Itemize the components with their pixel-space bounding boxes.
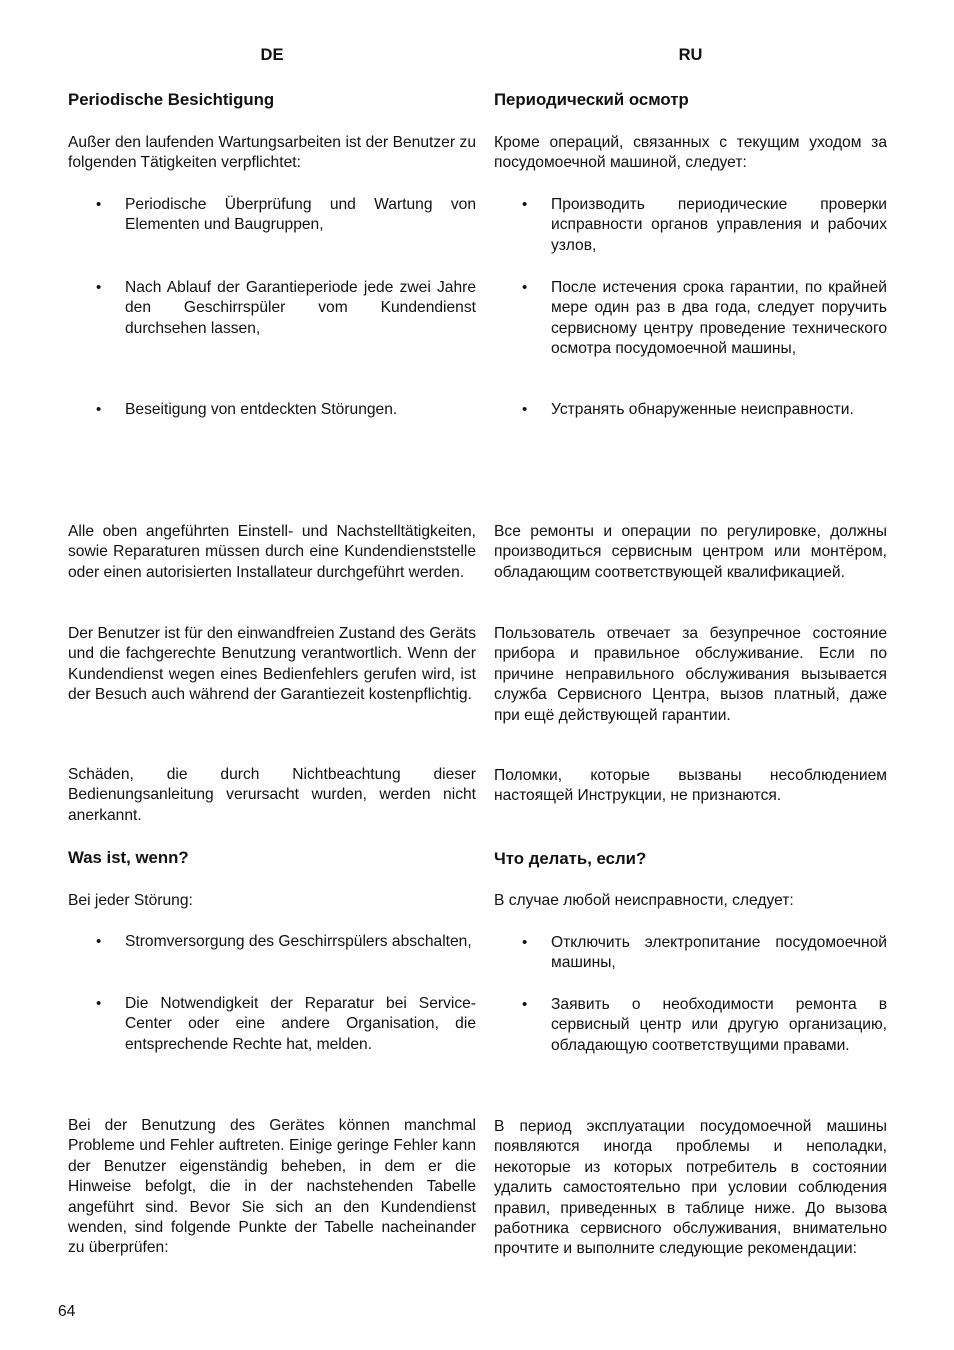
bullet-icon: • bbox=[522, 401, 528, 418]
paragraph-repairs-ru: Все ремонты и операции по регулировке, должны производиться сервисным центром или монтёром, обладающим соответствующей квалификацией. bbox=[494, 523, 887, 581]
paragraph-responsibility-de: Der Benutzer ist für den einwandfreien Zustand des Geräts und die fachgerechte Benutzung verantwortlich. Wenn der Kundendienst wegen eines Bedienfehlers gerufen wird, ist der Besuch auch während der Garantiezeit kostenpflichtig. bbox=[68, 625, 476, 704]
list-item bbox=[494, 933, 887, 974]
paragraph-damages-ru: Поломки, которые вызваны несоблюдением настоящей Инструкции, не признаются. bbox=[494, 767, 887, 805]
bullet-icon: • bbox=[96, 401, 102, 418]
list-item bbox=[68, 994, 476, 1055]
paragraph-repairs-de: Alle oben angeführten Einstell- und Nachstelltätigkeiten, sowie Reparaturen müssen durch eine Kundendienststelle oder einen autorisierten Installateur durchgeführt werden. bbox=[68, 523, 476, 581]
intro-paragraph-de: Außer den laufenden Wartungsarbeiten ist der Benutzer zu folgenden Tätigkeiten verpflichtet: bbox=[68, 134, 476, 172]
list-item-text: Отключить электропитание посудомоечной машины, bbox=[551, 934, 887, 972]
intro-fault-ru: В случае любой неисправности, следует: bbox=[494, 892, 794, 909]
bullet-icon: • bbox=[96, 933, 102, 950]
language-label-ru: RU bbox=[678, 46, 703, 64]
heading-periodic-inspection-ru: Периодический осмотр bbox=[494, 90, 689, 109]
heading-what-if-ru: Что делать, если? bbox=[494, 849, 647, 868]
heading-periodic-inspection-de: Periodische Besichtigung bbox=[68, 90, 275, 109]
heading-what-if-de: Was ist, wenn? bbox=[68, 848, 189, 867]
list-item-text: Устранять обнаруженные неисправности. bbox=[551, 401, 854, 418]
list-item bbox=[494, 278, 887, 360]
list-item-text: После истечения срока гарантии, по крайней мере один раз в два года, следует поручить сервисному центру проведение технического осмотра посудомоечной машины, bbox=[551, 279, 887, 358]
page-number: 64 bbox=[58, 1303, 76, 1320]
bullet-icon: • bbox=[96, 279, 102, 296]
bullet-icon: • bbox=[96, 995, 102, 1012]
list-item-text: Die Notwendigkeit der Reparatur bei Service-Center oder eine andere Organisation, die entsprechende Rechte hat, melden. bbox=[125, 995, 476, 1053]
paragraph-troubleshooting-ru: В период эксплуатации посудомоечной машины появляются иногда проблемы и неполадки, некоторые из которых потребитель в состоянии удалить самостоятельно при условии соблюдения правил, приведенных в таблице ниже. До вызова работника сервисного обслуживания, внимательно прочтите и выполните следующие рекомендации: bbox=[494, 1118, 887, 1258]
list-item bbox=[68, 400, 476, 420]
list-item bbox=[68, 932, 476, 952]
bullet-icon: • bbox=[522, 279, 528, 296]
list-item bbox=[68, 278, 476, 339]
intro-fault-de: Bei jeder Störung: bbox=[68, 892, 193, 909]
list-item-text: Periodische Überprüfung und Wartung von Elementen und Baugruppen, bbox=[125, 196, 476, 234]
language-label-de: DE bbox=[260, 46, 284, 64]
list-item-text: Заявить о необходимости ремонта в сервисный центр или другую организацию, обладающую соответствущими правами. bbox=[551, 996, 887, 1054]
list-item-text: Stromversorgung des Geschirrspülers abschalten, bbox=[125, 933, 472, 950]
bullet-icon: • bbox=[96, 196, 102, 213]
list-item bbox=[68, 195, 476, 236]
list-item bbox=[494, 195, 887, 256]
bullet-icon: • bbox=[522, 934, 528, 951]
list-item bbox=[494, 400, 887, 420]
intro-paragraph-ru: Кроме операций, связанных с текущим уходом за посудомоечной машиной, следует: bbox=[494, 134, 887, 172]
paragraph-troubleshooting-de: Bei der Benutzung des Gerätes können manchmal Probleme und Fehler auftreten. Einige geringe Fehler kann der Benutzer eigenständig beheben, in dem er die Hinweise befolgt, die in der nachstehenden Tabelle angeführt sind. Bevor Sie sich an den Kundendienst wenden, sind folgende Punkte der Tabelle nacheinander zu überprüfen: bbox=[68, 1117, 476, 1257]
list-item bbox=[494, 995, 887, 1056]
bullet-icon: • bbox=[522, 996, 528, 1013]
list-item-text: Производить периодические проверки исправности органов управления и рабочих узлов, bbox=[551, 196, 887, 254]
list-item-text: Nach Ablauf der Garantieperiode jede zwei Jahre den Geschirrspüler vom Kundendienst durchsehen lassen, bbox=[125, 279, 476, 337]
bullet-icon: • bbox=[522, 196, 528, 213]
list-item-text: Beseitigung von entdeckten Störungen. bbox=[125, 401, 398, 418]
paragraph-damages-de: Schäden, die durch Nichtbeachtung dieser Bedienungsanleitung verursacht wurden, werden nicht anerkannt. bbox=[68, 766, 476, 824]
paragraph-responsibility-ru: Пользователь отвечает за безупречное состояние прибора и правильное обслуживание. Если по причине неправильного обслуживания вызывается служба Сервисного Центра, вызов платный, даже при ещё действующей гарантии. bbox=[494, 625, 887, 724]
